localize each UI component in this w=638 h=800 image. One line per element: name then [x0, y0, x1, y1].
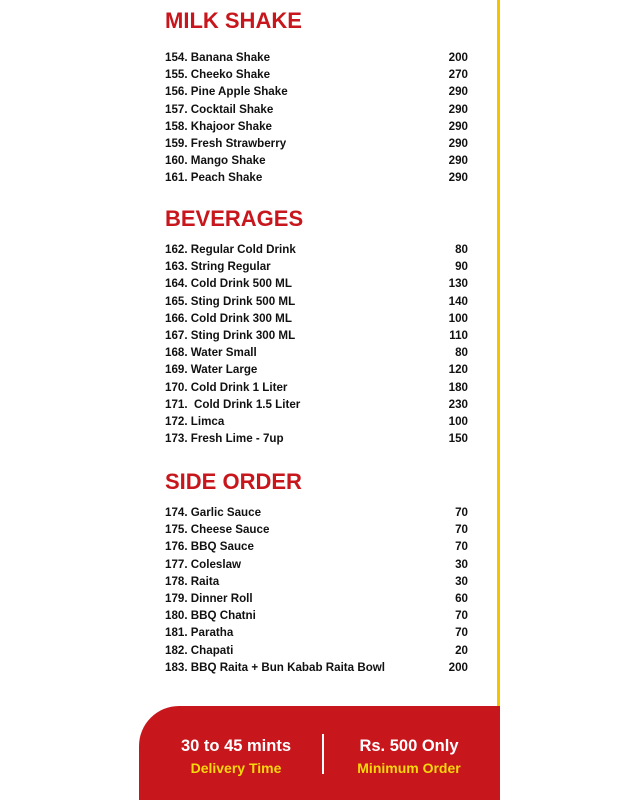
item-name: 174. Garlic Sauce [165, 506, 262, 520]
item-price: 80 [455, 243, 468, 257]
item-price: 70 [455, 609, 468, 623]
menu-item [165, 293, 468, 310]
menu-list [165, 49, 468, 187]
menu-item [165, 66, 468, 83]
section-side-order [165, 469, 468, 676]
item-price: 80 [455, 346, 468, 360]
item-name: 162. Regular Cold Drink [165, 243, 296, 257]
item-name: 161. Peach Shake [165, 171, 263, 185]
menu-item [165, 344, 468, 361]
menu-item [165, 169, 468, 186]
menu-item [165, 379, 468, 396]
menu-item [165, 607, 468, 624]
item-name: 180. BBQ Chatni [165, 609, 256, 623]
menu-item [165, 135, 468, 152]
menu-item [165, 504, 468, 521]
item-name: 157. Cocktail Shake [165, 102, 274, 116]
menu-item [165, 430, 468, 447]
item-price: 30 [455, 557, 468, 571]
item-price: 110 [449, 329, 468, 343]
item-name: 166. Cold Drink 300 ML [165, 311, 292, 325]
menu-item [165, 573, 468, 590]
item-name: 182. Chapati [165, 643, 234, 657]
item-price: 70 [455, 523, 468, 537]
menu-item [165, 642, 468, 659]
menu-item [165, 241, 468, 258]
section-title: SIDE ORDER [165, 469, 302, 494]
section-beverages [165, 206, 468, 447]
item-price: 60 [455, 592, 468, 606]
item-name: 181. Paratha [165, 626, 234, 640]
item-name: 179. Dinner Roll [165, 592, 253, 606]
item-name: 175. Cheese Sauce [165, 523, 270, 537]
footer-banner [139, 706, 500, 800]
item-name: 158. Khajoor Shake [165, 119, 272, 133]
item-name: 168. Water Small [165, 346, 257, 360]
menu-item [165, 413, 468, 430]
item-name: 176. BBQ Sauce [165, 540, 254, 554]
menu-list [165, 241, 468, 447]
delivery-time-value: 30 to 45 mints [180, 737, 292, 755]
item-name: 163. String Regular [165, 260, 271, 274]
item-name: 171. Cold Drink 1.5 Liter [165, 397, 301, 411]
item-name: 177. Coleslaw [165, 557, 242, 571]
item-name: 154. Banana Shake [165, 51, 271, 65]
menu-item [165, 361, 468, 378]
item-price: 200 [448, 51, 468, 65]
item-price: 70 [455, 626, 468, 640]
section-title: BEVERAGES [165, 206, 304, 231]
item-price: 230 [448, 397, 468, 411]
menu-item [165, 310, 468, 327]
item-price: 70 [455, 506, 468, 520]
menu-list [165, 504, 468, 676]
menu-item [165, 396, 468, 413]
menu-item [165, 275, 468, 292]
item-name: 172. Limca [165, 414, 225, 428]
minimum-order-block [339, 736, 479, 778]
menu-item [165, 624, 468, 641]
item-price: 90 [455, 260, 468, 274]
item-price: 290 [448, 137, 468, 151]
menu-item [165, 538, 468, 555]
item-price: 290 [448, 102, 468, 116]
minimum-order-label: Minimum Order [357, 760, 461, 776]
item-price: 150 [448, 432, 468, 446]
menu-item [165, 101, 468, 118]
menu-item [165, 118, 468, 135]
item-price: 270 [448, 68, 468, 82]
item-price: 140 [448, 294, 468, 308]
item-price: 290 [448, 154, 468, 168]
menu-item [165, 258, 468, 275]
menu-item [165, 152, 468, 169]
delivery-time-block [161, 736, 311, 778]
item-price: 70 [455, 540, 468, 554]
item-name: 167. Sting Drink 300 ML [165, 329, 296, 343]
item-name: 156. Pine Apple Shake [165, 85, 288, 99]
menu-item [165, 590, 468, 607]
item-price: 30 [455, 574, 468, 588]
item-name: 173. Fresh Lime - 7up [165, 432, 284, 446]
item-price: 130 [448, 277, 468, 291]
item-price: 290 [448, 119, 468, 133]
item-price: 290 [448, 171, 468, 185]
item-name: 159. Fresh Strawberry [165, 137, 287, 151]
minimum-order-value: Rs. 500 Only [359, 737, 459, 755]
item-name: 169. Water Large [165, 363, 258, 377]
delivery-time-label: Delivery Time [190, 760, 282, 776]
item-name: 164. Cold Drink 500 ML [165, 277, 292, 291]
menu-item [165, 49, 468, 66]
item-name: 183. BBQ Raita + Bun Kabab Raita Bowl [165, 660, 386, 674]
item-price: 100 [448, 311, 468, 325]
menu-item [165, 659, 468, 676]
item-name: 178. Raita [165, 574, 220, 588]
item-price: 200 [448, 660, 468, 674]
footer-divider [322, 734, 324, 774]
menu-item [165, 521, 468, 538]
item-name: 165. Sting Drink 500 ML [165, 294, 296, 308]
menu-item [165, 556, 468, 573]
item-price: 180 [448, 380, 468, 394]
page-edge-rule [497, 0, 500, 800]
section-title: MILK SHAKE [165, 8, 302, 33]
item-price: 20 [455, 643, 468, 657]
item-price: 290 [448, 85, 468, 99]
item-price: 100 [448, 414, 468, 428]
item-name: 170. Cold Drink 1 Liter [165, 380, 288, 394]
item-name: 160. Mango Shake [165, 154, 266, 168]
menu-item [165, 327, 468, 344]
item-name: 155. Cheeko Shake [165, 68, 271, 82]
menu-item [165, 83, 468, 100]
section-milk-shake [165, 8, 468, 187]
item-price: 120 [448, 363, 468, 377]
